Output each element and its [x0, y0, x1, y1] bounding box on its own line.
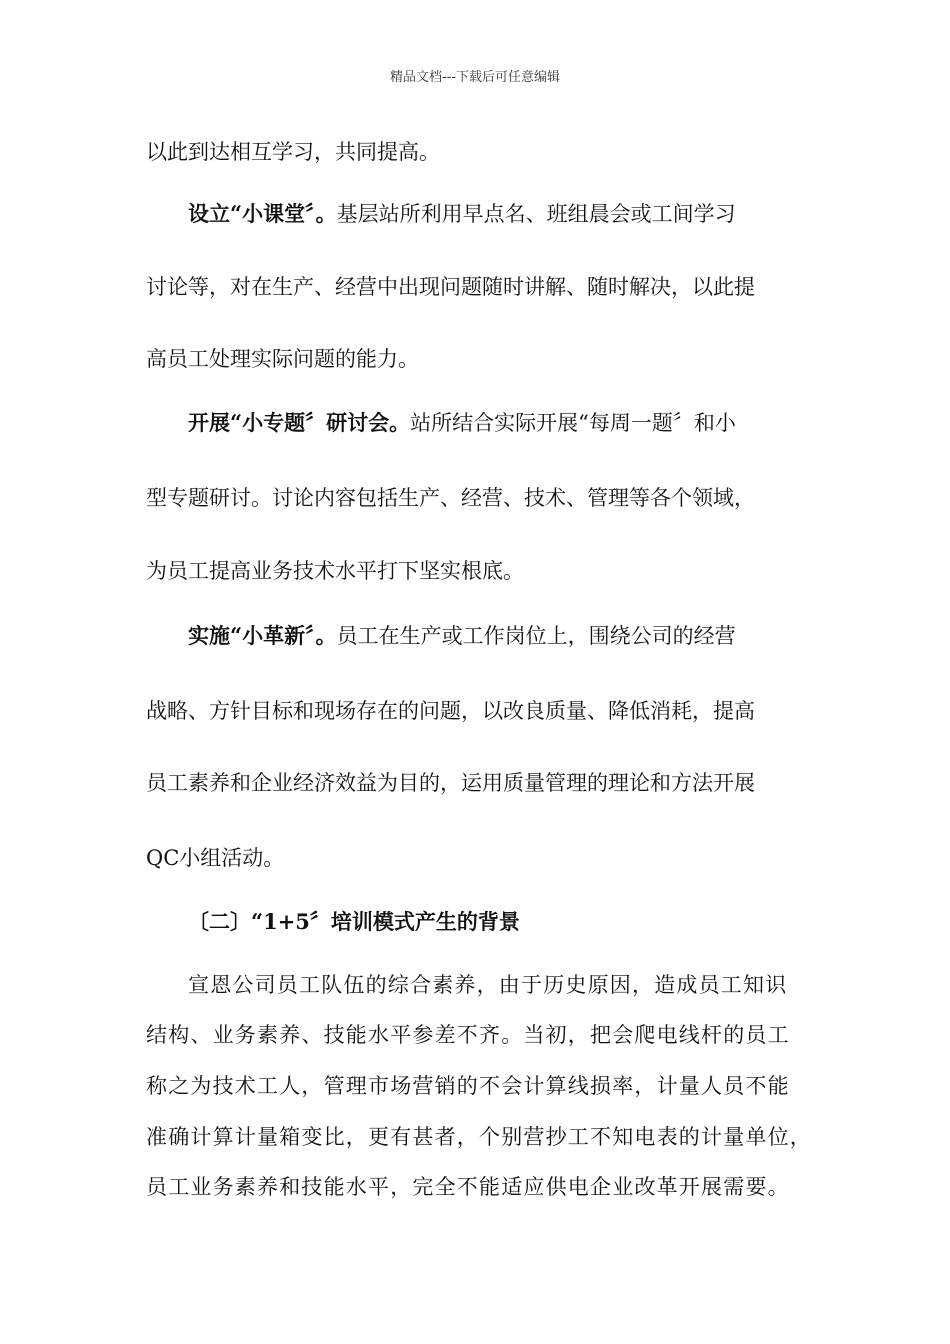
paragraph-text: 基层站所利用早点名、班组晨会或工间学习 — [336, 202, 736, 226]
paragraph-line: 结构、业务素养、技能水平参差不齐。当初，把会爬电线杆的员工 — [146, 1023, 790, 1047]
paragraph-line: 以此到达相互学习，共同提高。 — [146, 140, 440, 164]
paragraph-line: QC小组活动。 — [146, 846, 285, 870]
paragraph-line: 为员工提高业务技术水平打下坚实根底。 — [146, 559, 524, 583]
paragraph-line: 型专题研讨。讨论内容包括生产、经营、技术、管理等各个领域， — [146, 486, 755, 510]
paragraph-line: 宣恩公司员工队伍的综合素养，由于历史原因，造成员工知识 — [188, 973, 788, 997]
paragraph-line — [188, 621, 736, 651]
paragraph-heading: 开展“小专题〞研讨会。 — [188, 410, 411, 435]
paragraph-line: 准确计算计量箱变比，更有甚者，个别营抄工不知电表的计量单位， — [146, 1125, 812, 1149]
paragraph-heading: 实施“小革新〞。 — [188, 623, 337, 648]
paragraph-line — [188, 408, 736, 438]
paragraph-line: 讨论等，对在生产、经营中出现问题随时讲解、随时解决，以此提 — [146, 275, 755, 299]
paragraph-line: 称之为技术工人，管理市场营销的不会计算线损率，计量人员不能 — [146, 1074, 790, 1098]
paragraph-line: 高员工处理实际问题的能力。 — [146, 347, 419, 371]
paragraph-text: 站所结合实际开展“每周一题〞和小 — [410, 411, 736, 435]
paragraph-line: 员工素养和企业经济效益为目的，运用质量管理的理论和方法开展 — [146, 771, 755, 795]
paragraph-line: 员工业务素养和技能水平，完全不能适应供电企业改革开展需要。 — [146, 1175, 790, 1199]
paragraph-heading: 设立“小课堂〞。 — [188, 201, 337, 226]
page-header: 精品文档---下载后可任意编辑 — [389, 70, 561, 85]
paragraph-line: 战略、方针目标和现场存在的问题，以改良质量、降低消耗，提高 — [146, 699, 755, 723]
paragraph-text: 员工在生产或工作岗位上，围绕公司的经营 — [336, 624, 736, 648]
paragraph-line — [188, 199, 736, 229]
section-heading: 〔二〕“1+5〞培训模式产生的背景 — [188, 909, 520, 934]
